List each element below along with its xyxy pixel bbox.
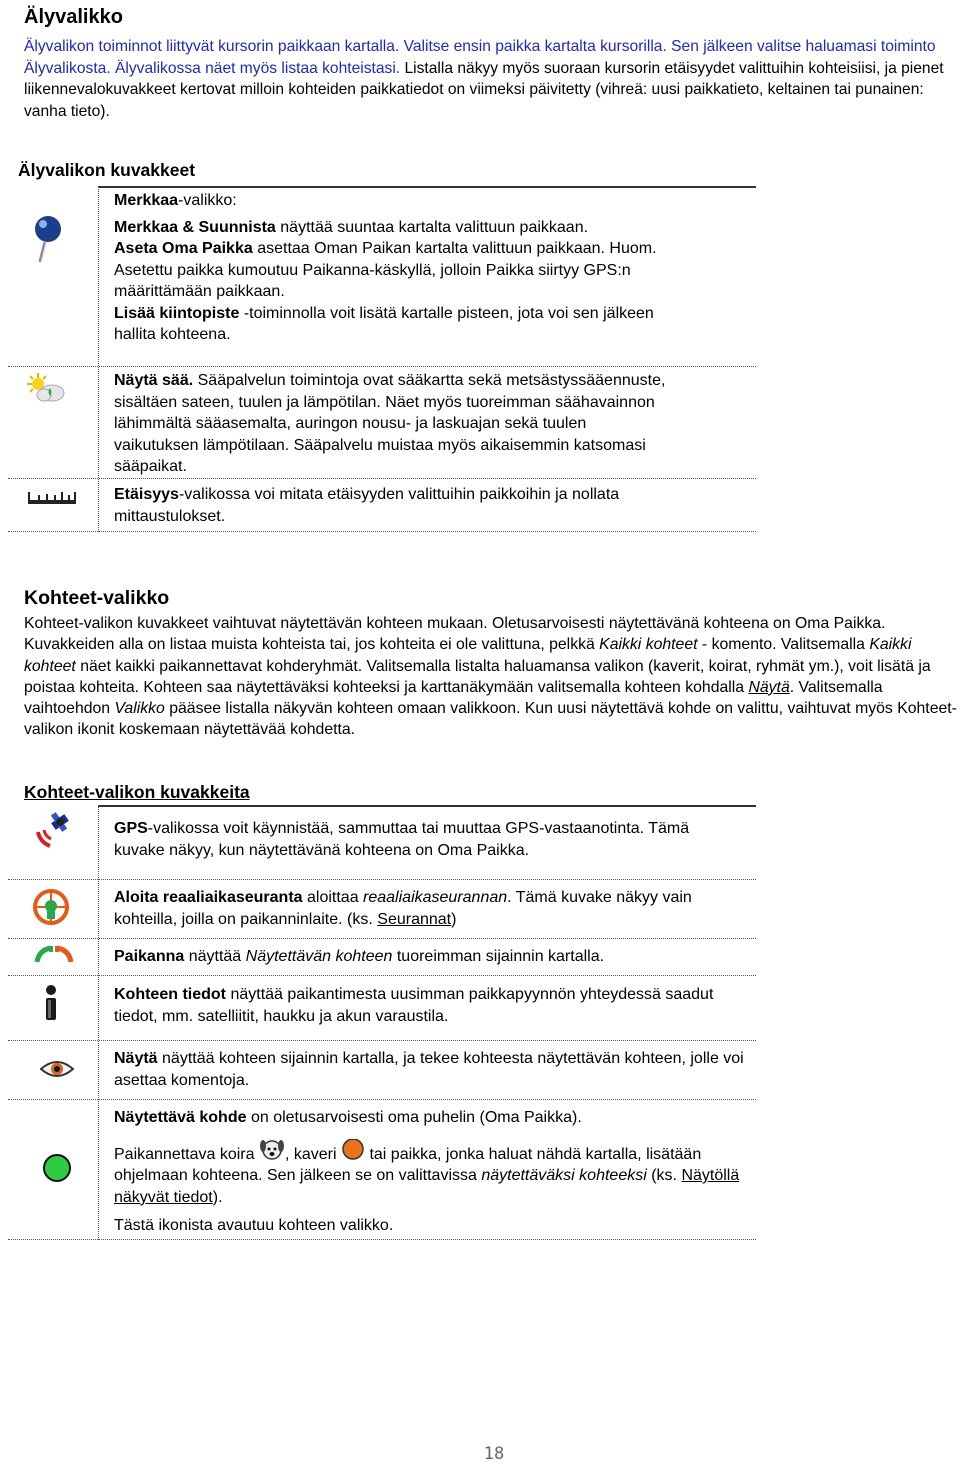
page-title: Älyvalikko [24,6,123,28]
table-divider [8,1239,756,1240]
target-tracking-icon [32,888,70,926]
naytolla-nakyvat-tiedot-link[interactable]: Näytöllä näkyvät tiedot [114,1167,740,1206]
kohteet-icons-title: Kohteet-valikon kuvakkeita [24,782,250,802]
aseta-oma-paikka-text: asettaa Oman Paikan kartalta valittuun paikkaan. Huom. Asetettu paikka kumoutuu Paikanna-käskyllä, jolloin Paikka siirtyy GPS:n määrittämään paikkaan. [114,240,657,300]
tracking-cell [114,887,744,930]
merkkaa-cell [114,190,674,346]
target-p2-a: Paikannettava koira [114,1145,259,1163]
table-divider [8,1040,756,1041]
tracking-text-3: ) [451,910,457,928]
merkkaa-suunnista-text: näyttää suuntaa kartalta valittuun paikkaan. [275,218,589,236]
table-divider [8,938,756,939]
distance-text: -valikossa voi mitata etäisyyden valittuihin paikkoihin ja nollata mittaustulokset. [114,486,620,525]
page-number: 18 [483,1444,505,1464]
weather-icon [24,372,68,404]
gps-text: -valikossa voit käynnistää, sammuttaa tai muuttaa GPS-vastaanotinta. Tämä kuvake näkyy, kun näytettävänä kohteena on Oma Paikka. [114,820,690,859]
kohteet-title: Kohteet-valikko [24,587,170,609]
satellite-gps-icon [34,810,76,850]
locate-italic: Näytettävän kohteen [245,948,393,965]
intro-black-text: Listalla näkyy myös suoraan kursorin etäisyydet valittuihin kohteisiisi, ja pienet liikennevalokuvakkeet kertovat milloin kohteiden paikkatiedot on viimeksi päivitetty (vihreä: uusi paikkatieto, keltainen tai punainen: vanha tieto). [24,59,944,120]
seurannat-link[interactable]: Seurannat [377,910,452,928]
table-divider [8,879,756,880]
lisaa-kiintopiste-label: Lisää kiintopiste [114,304,240,322]
info-label: Kohteen tiedot [114,986,226,1003]
intro-paragraph [24,36,954,122]
distance-label: Etäisyys [114,486,179,503]
merkkaa-suunnista-label: Merkkaa & Suunnista [114,218,276,236]
tracking-italic: reaaliaikaseurannan [363,889,508,906]
eye-icon [40,1059,74,1079]
kaikki-kohteet-italic: Kaikki kohteet [599,636,698,654]
info-icon [42,984,60,1022]
locate-text-1: näyttää [184,948,246,965]
gps-cell [114,818,744,861]
tracking-text-2: . Tämä kuvake näkyy vain kohteilla, joilla on paikanninlaite. (ks. [114,889,692,928]
info-text: näyttää paikantimesta uusimman paikkapyynnön yhteydessä saadut tiedot, mm. satelliitit, haukku ja akun varaustila. [114,986,714,1025]
target-p3: Tästä ikonista avautuu kohteen valikko. [114,1217,394,1234]
show-label: Näytä [114,1050,158,1067]
target-cell [114,1107,744,1237]
icons-section-title: Älyvalikon kuvakkeet [18,160,196,180]
valikko-italic: Valikko [114,700,165,718]
locate-cell [114,946,744,968]
target-p2-e: ). [212,1188,223,1206]
table-divider [8,975,756,976]
table-divider [98,186,756,188]
target-p2-italic: näytettäväksi kohteeksi [481,1167,647,1184]
map-pin-icon [30,212,66,266]
table-divider [8,1099,756,1100]
merkkaa-menu-suffix: -valikko: [178,192,237,209]
table-column-line [98,805,99,1240]
target-text: on oletusarvoisesti oma puhelin (Oma Paikka). [246,1109,582,1126]
show-text: näyttää kohteen sijainnin kartalla, ja tekee kohteesta näytettävän kohteen, jolle voi asettaa komentoja. [114,1050,744,1089]
target-p2-c: tai paikka, jonka haluat nähdä kartalla, lisätään ohjelmaan kohteena. Sen jälkeen se on valittavissa [114,1145,702,1184]
kohteet-text-5: pääsee listalla näkyvän kohteen omaan valikkoon. Kun uusi näytettävä kohde on valittu, vaihtuvat myös Kohteet-valikon ikonit koskemaan näytettävää kohdetta. [24,700,957,739]
tracking-text-1: aloittaa [302,889,364,906]
info-cell [114,984,744,1027]
orange-dot-icon [341,1139,365,1161]
table-column-line [98,186,99,532]
merkkaa-menu-title: Merkkaa [114,192,179,209]
weather-cell [114,370,674,478]
kohteet-text-1: Kohteet-valikon kuvakkeet vaihtuvat näytettävän kohteen mukaan. Oletusarvoisesti näytettävänä kohteena on Oma Paikka. Kuvakkeiden alla on listaa muista kohteista tai, jos kohteita ei ole valittuna, pelkkä [24,615,886,654]
ruler-icon [28,492,78,506]
kohteet-paragraph [24,613,959,741]
target-p2-b: , kaveri [284,1145,341,1163]
kaikki-kohteet-italic: Kaikki kohteet [24,636,912,675]
weather-text: Sääpalvelun toimintoja ovat sääkartta sekä metsästyssääennuste, sisältäen sateen, tuulen ja lämpötilan. Näet myös tuoreimman säähavainnon lähimmältä sääasemalta, auringon nousu- ja laskuajan sekä tuulen vaikutuksen lämpötilaan. Sääpalvelu muistaa myös aikaisemmin katsomasi sääpaikat. [114,372,666,475]
aseta-oma-paikka-label: Aseta Oma Paikka [114,240,253,257]
distance-cell [114,484,674,527]
target-label: Näytettävä kohde [114,1109,247,1126]
kohteet-text-2: - komento. Valitsemalla [697,636,870,654]
intro-blue-text: Älyvalikon toiminnot liittyvät kursorin paikkaan kartalla. Valitse ensin paikka kartalta kursorilla. Sen jälkeen valitse haluamasi toiminto Älyvalikosta. Älyvalikossa näet myös listaa kohteistasi. [24,38,936,77]
locate-text-2: tuoreimman sijainnin kartalla. [392,948,605,965]
kohteet-text-4: . Valitsemalla vaihtoehdon [24,678,883,718]
tracking-label: Aloita reaaliaikaseuranta [114,889,303,906]
kohteet-text-3: näet kaikki paikannettavat kohderyhmät. Valitsemalla listalta haluamansa valikon (kaverit, koirat, ryhmät ym.), voit lisätä ja poistaa kohteita. Kohteen saa näytettäväksi kohteeksi ja karttanäkymään valitsemalla kohteen kohdalla [24,657,931,696]
locate-label: Paikanna [114,948,185,965]
lisaa-kiintopiste-text: -toiminnolla voit lisätä kartalle pisteen, jota voi sen jälkeen hallita kohteena. [114,304,654,343]
table-divider [8,531,756,532]
table-divider [8,366,756,367]
dog-icon [259,1139,285,1161]
table-divider [98,805,756,807]
target-p2-d: (ks. [646,1167,682,1184]
gps-label: GPS [114,820,148,837]
table-divider [8,478,756,479]
locate-icon [34,944,74,966]
weather-label: Näytä sää. [114,372,194,389]
show-cell [114,1048,744,1091]
nayta-link[interactable]: Näytä [748,678,790,696]
green-dot-icon[interactable] [42,1153,72,1183]
